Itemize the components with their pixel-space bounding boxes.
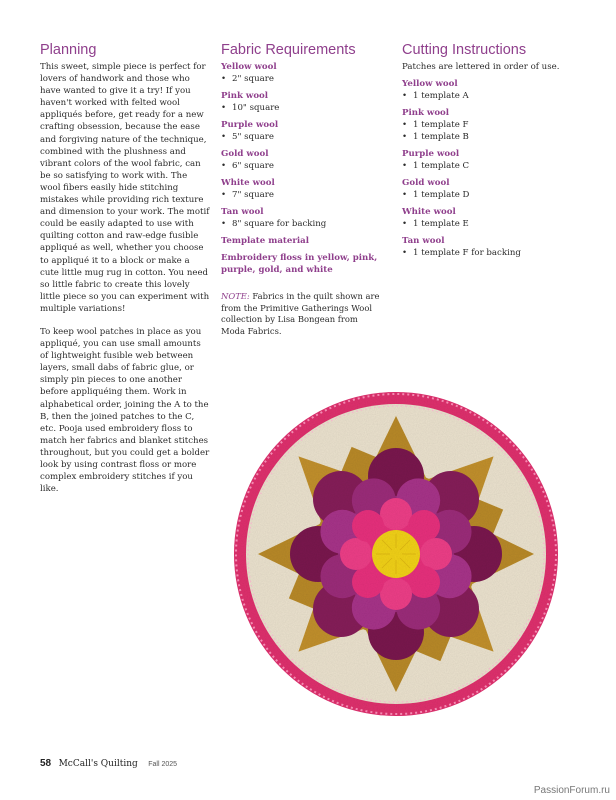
fabric-note [221, 291, 381, 338]
fabric-requirements-heading: Fabric Requirements [221, 42, 356, 58]
cutting-item: • 1 template F [402, 119, 577, 131]
fabric-name: White wool [221, 178, 275, 188]
note-text: Fabrics in the quilt shown are from the Primitive Gatherings Wool collection by Lisa Bongean from Moda Fabrics. [221, 291, 380, 337]
cutting-item: • 1 template A [402, 90, 577, 102]
watermark: PassionForum.ru [533, 785, 610, 796]
planning-paragraph-1: This sweet, simple piece is perfect for lovers of handwork and those who have wanted to give it a try! If you haven't worked with felted wool appliqués before, get ready for a new crafting obsession, because the ease and forgiving nature of the technique, combined with the plushness and vibrant colors of the wool fabric, can be so satisfying to work with. The wool fibers easily hide stitching mistakes while providing rich texture and dimension to your work. The motif could be easily adapted to use with quilting cotton and raw-edge fusible appliqué as well, whether you choose to appliqué it to a block or make a cute little mug rug in cotton. You need so little fabric to create this lovely little piece so you can experiment with multiple variations! [40, 62, 210, 314]
cutting-item: • 1 template B [402, 131, 577, 143]
fabric-detail: • 6" square [221, 160, 381, 172]
cutting-group-name: White wool [402, 207, 456, 217]
cutting-instructions-column [402, 42, 577, 259]
embroidery-floss: Embroidery floss in yellow, pink, purple, gold, and white [221, 253, 378, 275]
fabric-detail: • 7" square [221, 189, 381, 201]
planning-heading: Planning [40, 42, 97, 58]
fabric-name: Yellow wool [221, 62, 277, 72]
note-label: NOTE: [221, 291, 250, 301]
fabric-name: Tan wool [221, 207, 264, 217]
cutting-item: • 1 template E [402, 218, 577, 230]
fabric-detail: • 5" square [221, 131, 381, 143]
issue-label: Fall 2025 [148, 761, 178, 768]
cutting-group-name: Purple wool [402, 149, 460, 159]
fabric-detail: • 2" square [221, 73, 381, 85]
fabric-name: Gold wool [221, 149, 269, 159]
cutting-lead: Patches are lettered in order of use. [402, 62, 560, 72]
fabric-name: Pink wool [221, 91, 269, 101]
cutting-group-name: Yellow wool [402, 79, 458, 89]
cutting-item: • 1 template D [402, 189, 577, 201]
cutting-item: • 1 template F for backing [402, 247, 577, 259]
planning-column [40, 42, 210, 495]
fabric-name: Purple wool [221, 120, 279, 130]
magazine-name: McCall's Quilting [58, 759, 138, 769]
cutting-group-name: Pink wool [402, 108, 450, 118]
cutting-item: • 1 template C [402, 160, 577, 172]
fabric-requirements-column [221, 42, 381, 338]
wool-applique-photo [232, 390, 560, 718]
fabric-detail: • 8" square for backing [221, 218, 381, 230]
template-material: Template material [221, 236, 309, 246]
planning-paragraph-2: To keep wool patches in place as you appliqué, you can use small amounts of lightweight fusible web between layers, small dabs of fabric glue, or simply pin pieces to one another before appliquéing them. Work in alphabetical order, joining the A to the B, then the joined patches to the C, etc. Pooja used embroidery floss to match her fabrics and blanket stitches throughout, but you could get a bolder look by using contrast floss or more complex embroidery stitches if you like. [40, 326, 210, 495]
cutting-instructions-heading: Cutting Instructions [402, 42, 527, 58]
fabric-detail: • 10" square [221, 102, 381, 114]
page-footer [40, 753, 177, 771]
cutting-group-name: Gold wool [402, 178, 450, 188]
page-number: 58 [40, 758, 52, 769]
yellow-center [372, 530, 420, 578]
cutting-group-name: Tan wool [402, 236, 445, 246]
